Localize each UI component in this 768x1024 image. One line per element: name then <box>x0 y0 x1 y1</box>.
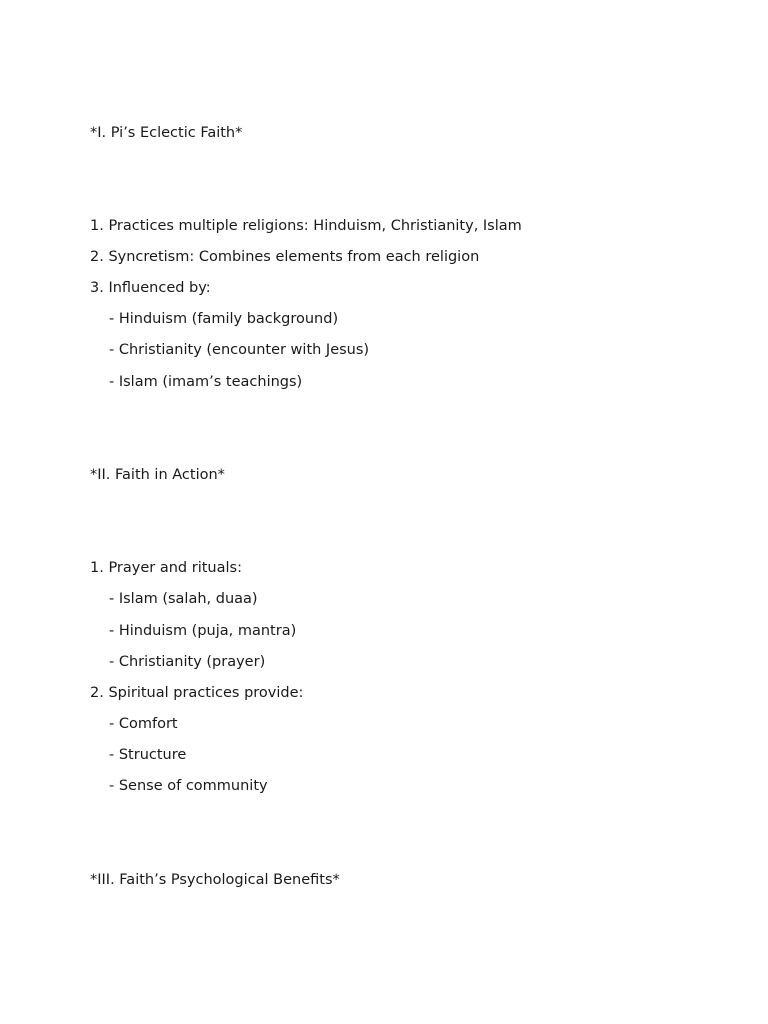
section-heading-3: *III. Faith’s Psychological Benefits* <box>90 872 340 888</box>
list-item: 1. Prayer and rituals: <box>90 560 242 576</box>
sub-list-item: - Islam (imam’s teachings) <box>109 374 303 390</box>
sub-list-item: - Sense of community <box>109 778 268 794</box>
sub-list-item: - Christianity (prayer) <box>109 654 266 670</box>
sub-list-item: - Hinduism (family background) <box>109 311 339 327</box>
list-item: 1. Practices multiple religions: Hinduism, Christianity, Islam <box>90 218 522 234</box>
list-item: 3. Influenced by: <box>90 280 211 296</box>
sub-list-item: - Structure <box>109 747 187 763</box>
sub-list-item: - Christianity (encounter with Jesus) <box>109 342 370 358</box>
sub-list-item: - Comfort <box>109 716 178 732</box>
list-item: 2. Spiritual practices provide: <box>90 685 304 701</box>
section-heading-1: *I. Pi’s Eclectic Faith* <box>90 125 243 141</box>
sub-list-item: - Hinduism (puja, mantra) <box>109 623 297 639</box>
sub-list-item: - Islam (salah, duaa) <box>109 591 258 607</box>
list-item: 2. Syncretism: Combines elements from each religion <box>90 249 480 265</box>
section-heading-2: *II. Faith in Action* <box>90 467 225 483</box>
